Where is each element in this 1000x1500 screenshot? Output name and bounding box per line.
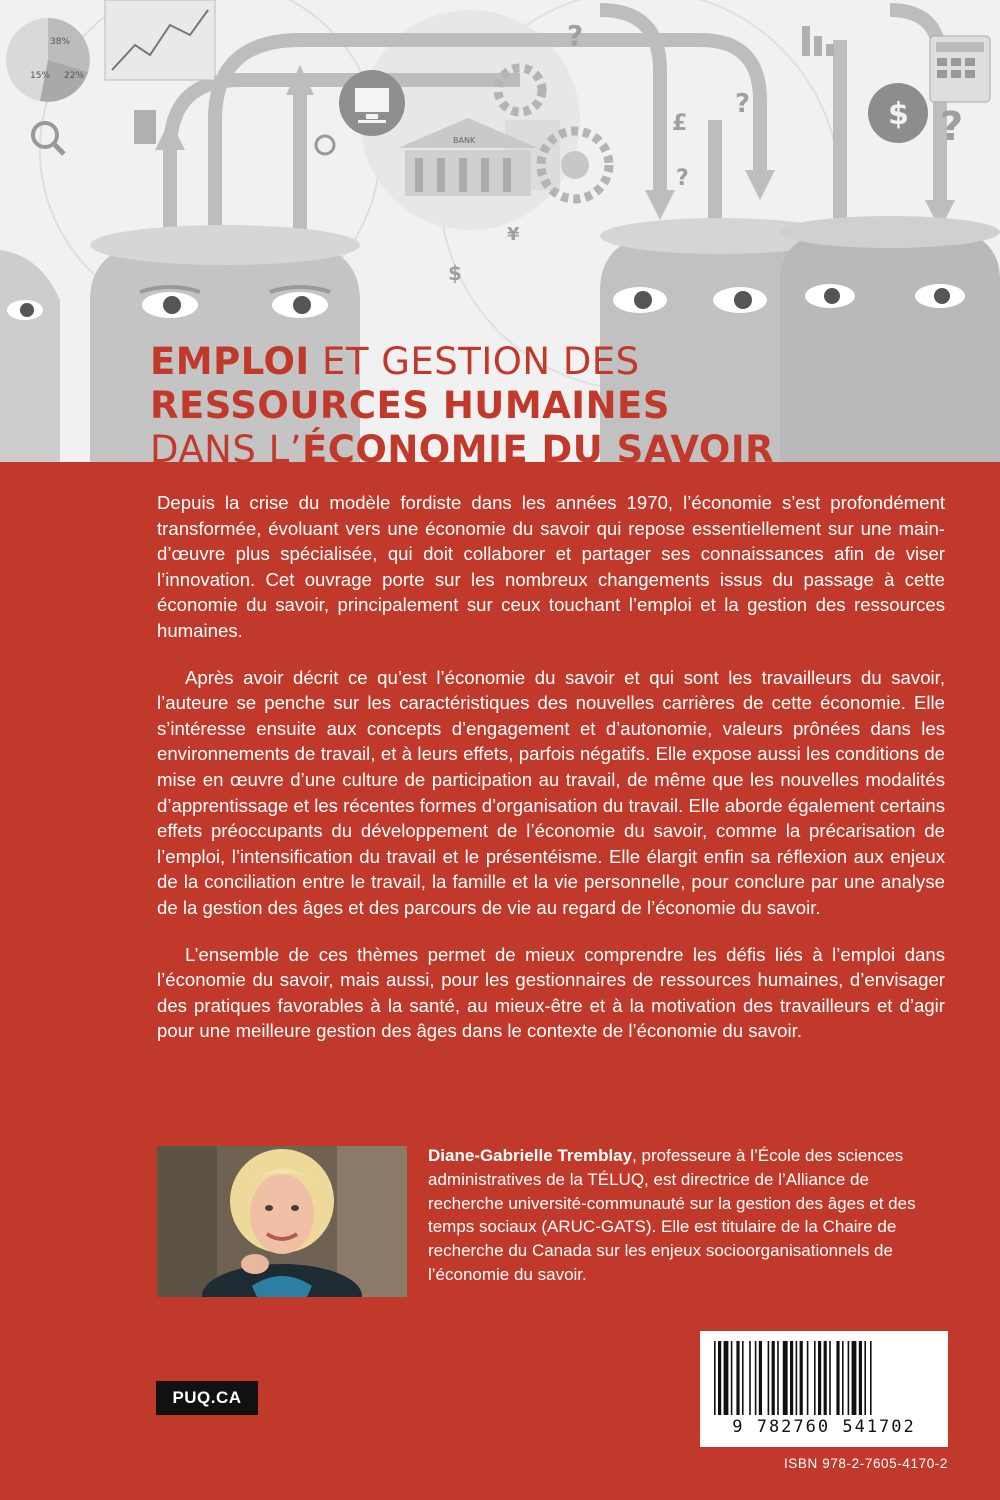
svg-text:?: ? xyxy=(735,89,751,119)
pound-icon: £ xyxy=(672,111,688,136)
description-paragraph: Après avoir décrit ce qu’est l’économie du savoir et qui sont les travailleurs du savoir, l’auteure se penche sur les caractéristiques des nouvelles carrières de cette économie. Elle s’intéresse ensuite aux concepts d’engagement et d’autonomie, valeurs prônées dans les environnements de travail, et à leurs effets, parfois négatifs. Elle expose aussi les conditions de mise en œuvre d’une culture de participation au travail, de même que les nouvelles modalités d’apprentissage et les récentes formes d’organisation du travail. Elle aborde également certains effets préoccupants du développement de l’économie du savoir, comme la précarisation de l’emploi, l’intensification du travail et le présentéisme. Elle élargit enfin sa réflexion aux enjeux de la conciliation entre le travail, la famille et la vie personnelle, pour conclure par une analyse de la gestion des âges et des parcours de vie au regard de l’économie du savoir. xyxy=(157,666,945,918)
svg-text:BANK: BANK xyxy=(453,136,476,145)
svg-text:$: $ xyxy=(888,97,909,132)
author-photo xyxy=(157,1146,407,1297)
book-title xyxy=(150,340,990,472)
description-paragraph: Depuis la crise du modèle fordiste dans les années 1970, l’économie s’est profondément transformée, évoluant vers une économie du savoir qui repose essentiellement sur une main-d’œuvre plus spécialisée, qui doit collaborer et partager ses connaissances afin de viser l’innovation. Cet ouvrage porte sur les nombreux changements issus du passage à cette économie du savoir, principalement sur ceux touchant l’emploi et la gestion des ressources humaines. xyxy=(157,492,945,641)
title-line-2: RESSOURCES HUMAINES xyxy=(150,384,670,427)
title-line-3: DANS L’ÉCONOMIE DU SAVOIR xyxy=(150,428,775,471)
barcode-digits: 9 782760 541702 xyxy=(732,1417,916,1437)
dollar-icon: $ xyxy=(448,261,462,285)
barcode xyxy=(700,1331,948,1447)
isbn: ISBN 978-2-7605-4170-2 xyxy=(783,1456,948,1471)
svg-text:38%: 38% xyxy=(50,37,71,47)
yen-icon: ¥ xyxy=(507,224,520,245)
svg-text:?: ? xyxy=(940,104,964,150)
author-bio-text: , professeure à l’École des sciences administratives de la TÉLUQ, est directrice de l’Alliance de recherche université-communauté sur la gestion des âges et des temps sociaux (ARUC-GATS). Elle est titulaire de la Chaire de recherche du Canada sur les enjeux socioorganisationnels de l’économie du savoir. xyxy=(428,1146,916,1284)
line-chart-icon xyxy=(105,0,215,80)
author-name: Diane-Gabrielle Tremblay xyxy=(428,1146,633,1165)
calculator-icon xyxy=(930,36,990,102)
svg-text:?: ? xyxy=(676,166,689,191)
author-bio xyxy=(428,1144,948,1287)
description-paragraph: L’ensemble de ces thèmes permet de mieux comprendre les défis liés à l’emploi dans l’économie du savoir, mais aussi, pour les gestionnaires de ressources humaines, d’envisager des pratiques favorables à la santé, au mieux-être et à la motivation des travailleurs et d’agir pour une meilleure gestion des âges dans le contexte de l’économie du savoir. xyxy=(157,943,945,1042)
publisher-website[interactable]: PUQ.CA xyxy=(156,1381,258,1415)
svg-text:15%: 15% xyxy=(30,71,51,81)
question-mark-icon: ? xyxy=(567,19,584,52)
title-line-1: EMPLOI ET GESTION DES xyxy=(150,340,640,383)
pie-chart-icon xyxy=(6,18,90,102)
svg-text:22%: 22% xyxy=(64,71,85,81)
book-description xyxy=(157,490,945,1065)
computer-icon xyxy=(339,70,405,136)
